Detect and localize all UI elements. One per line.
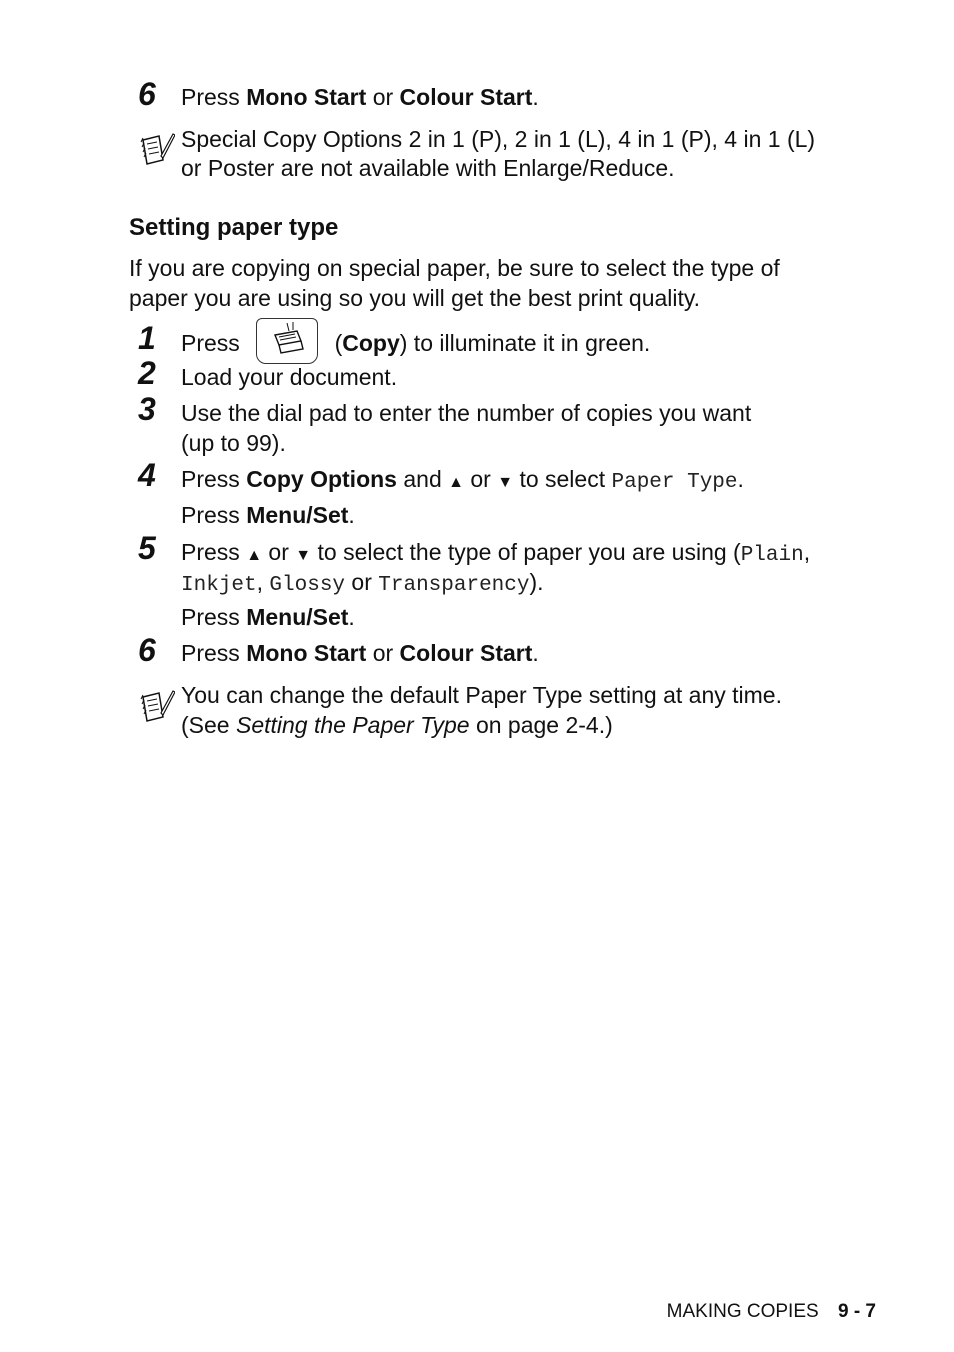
down-arrow-icon: ▼ [497,474,514,491]
text: or [372,640,394,666]
text: and [403,466,442,492]
text: . [532,640,539,666]
cross-reference-link[interactable]: Setting the Paper Type [235,712,470,738]
note-pencil-icon [137,130,175,168]
step-text: (up to 99). [181,430,286,456]
lcd-option: Glossy [269,574,346,597]
text: . [348,604,355,630]
text: Press [181,466,240,492]
text: ( [334,330,343,357]
text: to select the type of paper you are using ( [317,539,741,565]
copy-key: Copy [342,330,400,357]
text: , [256,569,264,595]
text: . [737,466,744,492]
note-line: You can change the default Paper Type setting at any time. [181,682,782,708]
lcd-option: Paper Type [611,471,738,494]
text: Press [181,84,240,110]
text: Press [181,640,240,666]
down-arrow-icon: ▼ [295,547,312,564]
step-text [181,82,539,112]
text: ). [529,569,544,595]
copy-key-icon [256,318,318,364]
step-text [181,326,650,364]
step-number: 6 [138,76,156,112]
lcd-option: Inkjet [181,574,257,597]
page-number: 9 - 7 [837,1301,876,1322]
text: or [372,84,394,110]
step-number: 5 [138,530,156,566]
step-number: 4 [138,457,156,493]
text: Press [181,604,240,630]
intro-paragraph: paper you are using so you will get the best print quality. [129,285,701,311]
menu-set-key: Menu/Set [246,502,349,528]
text: (See [181,712,230,738]
step-text [181,567,544,601]
menu-set-key: Menu/Set [246,604,349,630]
step-text: Use the dial pad to enter the number of copies you want [181,400,752,426]
mono-start-key: Mono Start [246,84,367,110]
colour-start-key: Colour Start [399,640,533,666]
text: . [532,84,539,110]
up-arrow-icon: ▲ [246,547,263,564]
step-text: Load your document. [181,364,398,390]
note-line: or Poster are not available with Enlarge/Reduce. [181,155,675,181]
lcd-option: Transparency [378,574,530,597]
text: or [470,466,491,492]
text: or [351,569,372,595]
note-pencil-icon [137,687,175,725]
copy-options-key: Copy Options [246,466,397,492]
text: Press [181,539,240,565]
step-number: 1 [138,320,156,356]
step-text [181,464,744,498]
text: Press [181,330,240,357]
page-footer [667,1300,876,1324]
text: ) to illuminate it in green. [399,330,651,357]
text: , [803,539,811,565]
step-text [181,602,355,632]
up-arrow-icon: ▲ [448,474,464,491]
step-number: 3 [138,391,156,427]
step-text [181,537,810,571]
intro-paragraph: If you are copying on special paper, be sure to select the type of [129,255,780,281]
step-text [181,500,355,530]
mono-start-key: Mono Start [246,640,367,666]
text: to select [519,466,606,492]
footer-section: MAKING COPIES [666,1301,819,1322]
colour-start-key: Colour Start [399,84,533,110]
note-line [181,710,613,740]
text: on page 2-4.) [475,712,613,738]
step-text [181,638,539,668]
section-heading: Setting paper type [129,214,339,241]
text: Press [181,502,240,528]
text: . [348,502,355,528]
note-line: Special Copy Options 2 in 1 (P), 2 in 1 (L), 4 in 1 (P), 4 in 1 (L) [181,126,816,152]
step-number: 6 [138,632,156,668]
lcd-option: Plain [740,544,804,567]
step-number: 2 [138,355,156,391]
text: or [268,539,289,565]
